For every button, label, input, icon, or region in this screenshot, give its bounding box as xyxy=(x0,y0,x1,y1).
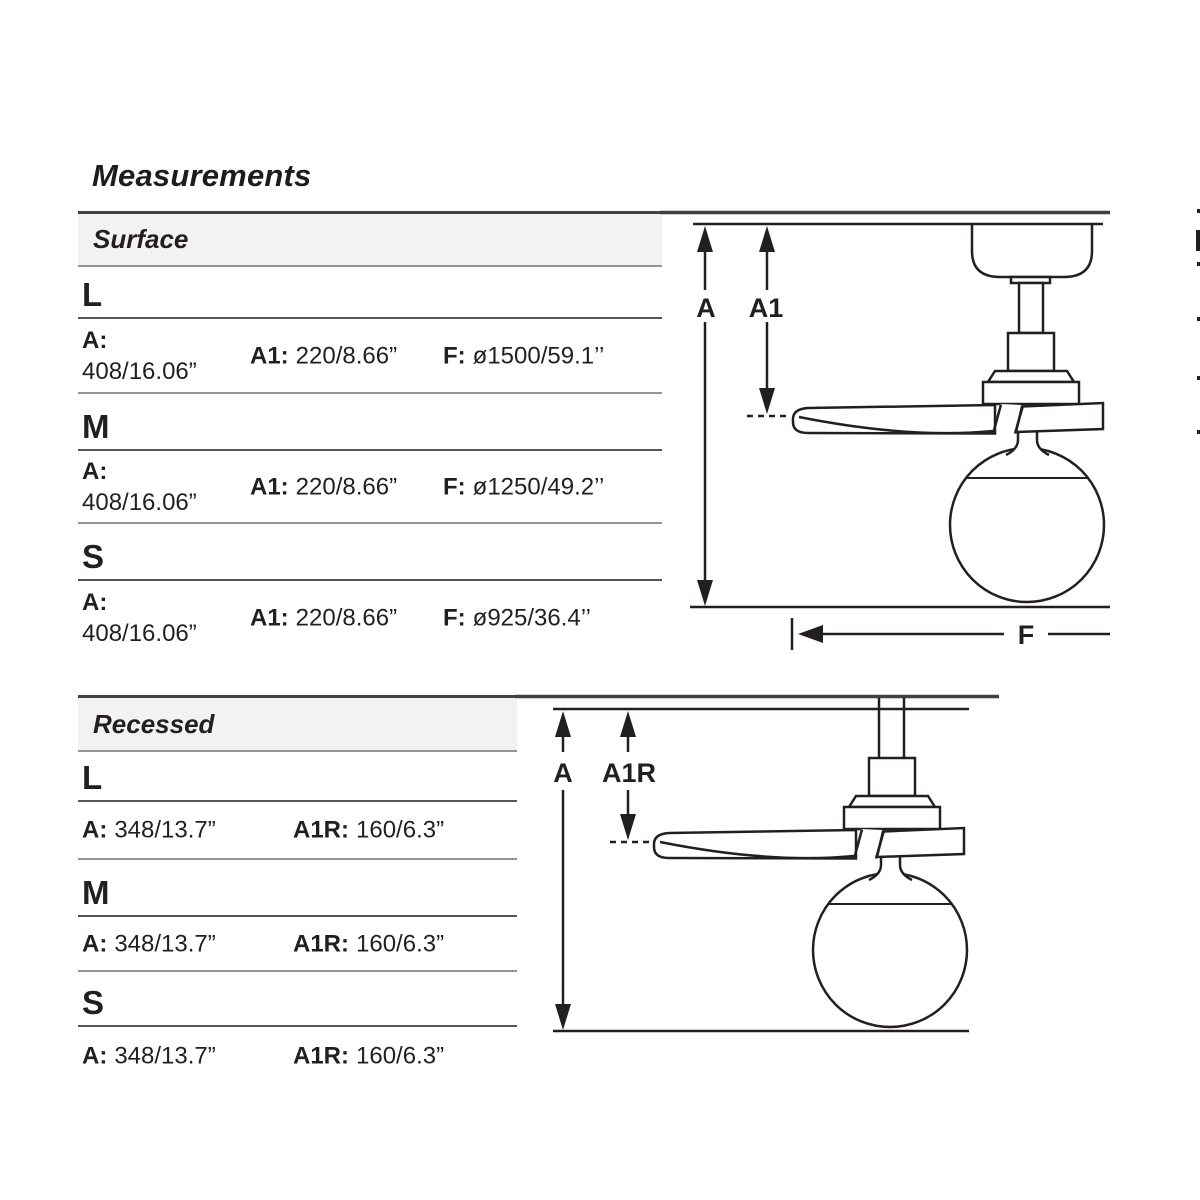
blade-left xyxy=(654,830,856,859)
dim-label-a1: A1 xyxy=(748,293,784,323)
surface-fan-diagram xyxy=(660,213,1110,651)
dim-f-cell: F: ø925/36.4’’ xyxy=(443,604,591,632)
size-label: S xyxy=(82,538,105,575)
blade-left xyxy=(793,405,995,434)
dim-a1-cell: A1: 220/8.66” xyxy=(250,472,398,500)
recessed-header-label: Recessed xyxy=(93,708,215,739)
dim-a1r-cell: A1R: 160/6.3” xyxy=(293,1042,445,1070)
blade-right xyxy=(1016,403,1103,432)
dim-a-cell: A: 408/16.06” xyxy=(82,588,197,647)
dim-a1-cell: A1: 220/8.66” xyxy=(250,604,398,632)
dimension-arrow-f xyxy=(792,618,1110,650)
dim-a-cell: A: 348/13.7” xyxy=(82,929,216,957)
dim-a-cell: A: 348/13.7” xyxy=(82,1042,216,1070)
size-label: L xyxy=(82,276,103,313)
surface-header-label: Surface xyxy=(93,224,189,254)
downrod xyxy=(879,698,904,758)
dimension-arrow-a xyxy=(697,226,713,606)
recessed-fan-diagram xyxy=(515,697,999,1032)
dim-a1r-cell: A1R: 160/6.3” xyxy=(293,816,445,844)
motor-coupling xyxy=(1008,333,1054,371)
motor-coupling xyxy=(869,758,915,796)
size-label: L xyxy=(82,759,103,796)
dim-f-cell: F: ø1250/49.2’’ xyxy=(443,472,605,500)
dim-a-cell: A: 348/13.7” xyxy=(82,816,216,844)
size-label: M xyxy=(82,874,110,911)
motor-collar xyxy=(988,371,1074,382)
dim-a1r-cell: A1R: 160/6.3” xyxy=(293,929,445,957)
size-label: S xyxy=(82,984,105,1021)
dim-label-a: A xyxy=(696,293,716,323)
canopy xyxy=(972,224,1092,277)
dim-a-cell: A: 408/16.06” xyxy=(82,457,197,516)
page-title: Measurements xyxy=(92,158,312,193)
motor-body xyxy=(983,382,1079,404)
downrod xyxy=(1019,283,1043,333)
dim-label-a1r: A1R xyxy=(601,758,657,788)
size-label: M xyxy=(82,408,110,445)
motor-body xyxy=(844,807,940,829)
dim-a1-cell: A1: 220/8.66” xyxy=(250,341,398,369)
dim-f-cell: F: ø1500/59.1’’ xyxy=(443,341,605,369)
globe-light xyxy=(950,448,1104,602)
page-edge-cropped-marks xyxy=(1196,209,1200,434)
blade-right xyxy=(877,828,964,857)
dim-a-cell: A: 408/16.06” xyxy=(82,326,197,385)
globe-light xyxy=(813,873,967,1027)
dim-label-a: A xyxy=(553,758,573,788)
motor-collar xyxy=(849,796,935,807)
dim-label-f: F xyxy=(1017,620,1035,650)
